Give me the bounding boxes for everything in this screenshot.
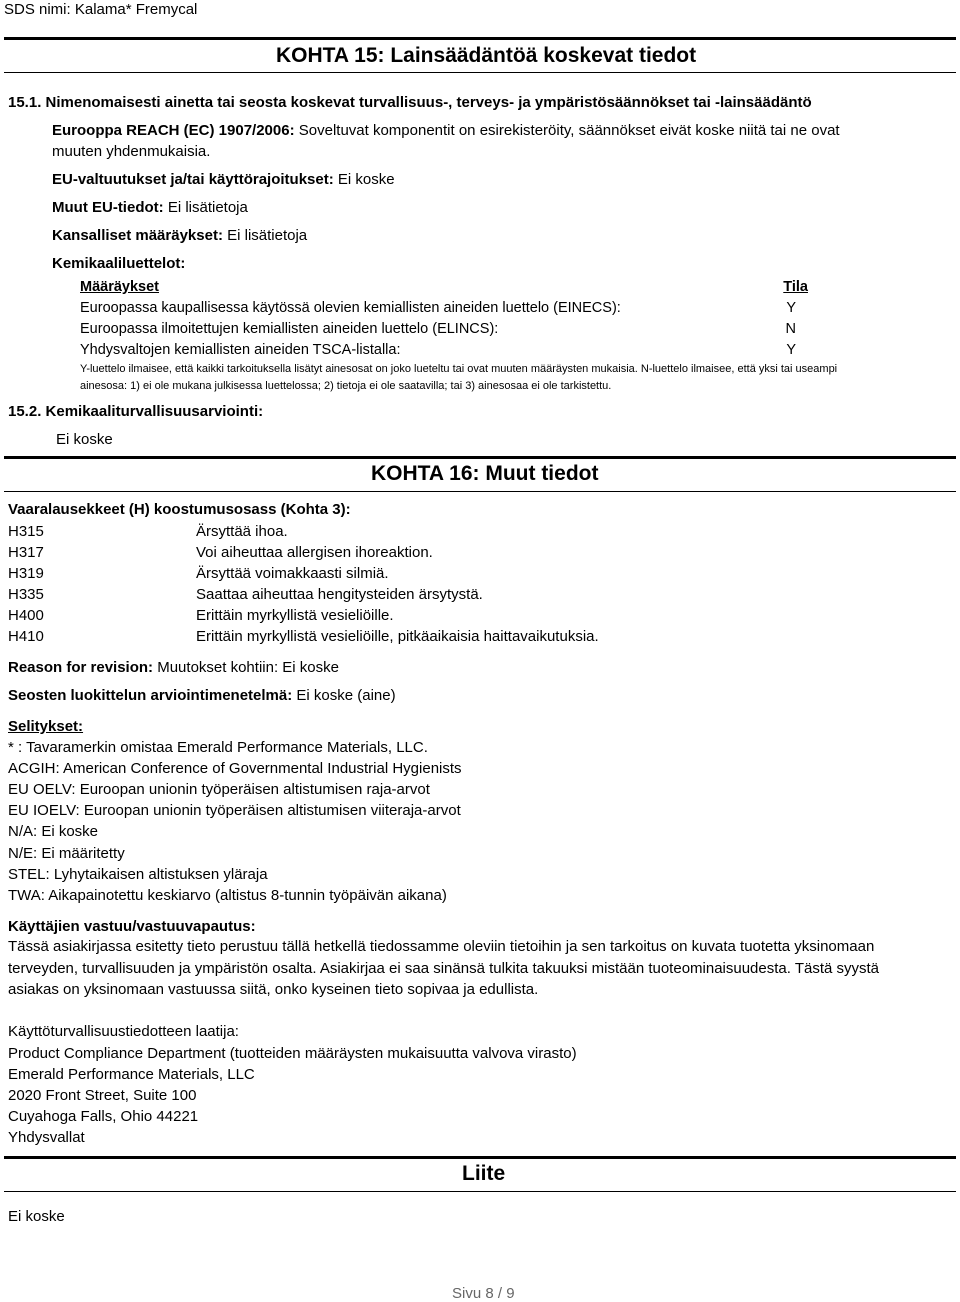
national-regulations-label: Kansalliset määräykset:	[52, 227, 223, 244]
h-text: Voi aiheuttaa allergisen ihoreaktion.	[196, 544, 433, 561]
disclaimer-line: Tässä asiakirjassa esitetty tieto perustuu tällä hetkellä tiedossamme oleviin tietoihin ja sen tarkoitus on kuvata tuotetta yksinomaan	[8, 938, 875, 955]
regulation-status: Y	[786, 342, 796, 358]
regulation-name: Euroopassa ilmoitettujen kemiallisten aineiden luettelo (ELINCS):	[80, 321, 499, 337]
table-row	[80, 319, 810, 340]
other-eu-line	[52, 197, 248, 218]
h-text: Ärsyttää ihoa.	[196, 523, 288, 540]
revision-label: Reason for revision:	[8, 659, 154, 676]
h-code: H400	[8, 607, 44, 624]
disclaimer-line: terveyden, turvallisuuden ja ympäristön osalta. Asiakirjaa ei saa sinänsä tulkita takuuksi mistään tuoteominaisuudesta. Tästä syystä	[8, 960, 880, 977]
legend-item: STEL: Lyhytaikaisen altistuksen yläraja	[8, 866, 268, 883]
section-15-title: KOHTA 15: Lainsäädäntöä koskevat tiedot	[276, 44, 697, 67]
classification-method-value: Ei koske (aine)	[296, 687, 396, 704]
national-regulations-line	[52, 225, 307, 246]
chemical-inventories-label: Kemikaaliluettelot:	[52, 255, 186, 272]
h-statements-heading: Vaaralausekkeet (H) koostumusosass (Kohta 3):	[8, 501, 351, 518]
regulation-status: N	[785, 321, 796, 337]
revision-line	[8, 657, 339, 678]
preparer-line: Emerald Performance Materials, LLC	[8, 1066, 255, 1083]
h-code: H410	[8, 628, 44, 645]
disclaimer-heading: Käyttäjien vastuu/vastuuvapautus:	[8, 918, 256, 935]
revision-value: Muutokset kohtiin: Ei koske	[157, 659, 339, 676]
inventory-table-header	[80, 277, 810, 298]
eu-authorisations-line	[52, 169, 395, 190]
h-text: Erittäin myrkyllistä vesieliöille, pitkäaikaisia haittavaikutuksia.	[196, 628, 599, 645]
eu-authorisations-value: Ei koske	[337, 171, 395, 188]
classification-method-label: Seosten luokittelun arviointimenetelmä:	[8, 687, 293, 704]
chemical-safety-assessment-value: Ei koske	[56, 431, 113, 448]
h-text: Erittäin myrkyllistä vesieliöille.	[196, 607, 394, 624]
sds-name: SDS nimi: Kalama* Fremycal	[4, 1, 198, 18]
preparer-line: Yhdysvallat	[8, 1129, 85, 1146]
legend-item: TWA: Aikapainotettu keskiarvo (altistus 8-tunnin työpäivän aikana)	[8, 887, 447, 904]
national-regulations-value: Ei lisätietoja	[227, 227, 308, 244]
regulation-status: Y	[786, 300, 796, 316]
preparer-line: Product Compliance Department (tuotteiden määräysten mukaisuutta valvova virasto)	[8, 1045, 577, 1062]
table-row	[80, 298, 810, 319]
reach-value: Soveltuvat komponentit on esirekisteröity, säännökset eivät koske niitä tai ne ovat	[298, 122, 840, 139]
other-eu-label: Muut EU-tiedot:	[52, 199, 164, 216]
legend-item: N/A: Ei koske	[8, 823, 99, 840]
preparer-line: 2020 Front Street, Suite 100	[8, 1087, 197, 1104]
inventory-footnote-line-2: ainesosa: 1) ei ole mukana julkisessa luettelossa; 2) tietoja ei ole saatavilla; tai 3) ainesosaa ei ole tarkistettu.	[80, 380, 612, 392]
reach-value-continued: muuten yhdenmukaisia.	[52, 143, 211, 160]
legend-item: ACGIH: American Conference of Governmental Industrial Hygienists	[8, 760, 462, 777]
appendix-title: Liite	[462, 1162, 506, 1185]
appendix-value: Ei koske	[8, 1208, 65, 1225]
h-code: H317	[8, 544, 44, 561]
legend-item: N/E: Ei määritetty	[8, 845, 125, 862]
preparer-heading: Käyttöturvallisuustiedotteen laatija:	[8, 1023, 239, 1040]
preparer-line: Cuyahoga Falls, Ohio 44221	[8, 1108, 199, 1125]
eu-authorisations-label: EU-valtuutukset ja/tai käyttörajoitukset:	[52, 171, 334, 188]
classification-method-line	[8, 685, 396, 706]
h-text: Saattaa aiheuttaa hengitysteiden ärsytystä.	[196, 586, 483, 603]
legend-item: * : Tavaramerkin omistaa Emerald Performance Materials, LLC.	[8, 739, 428, 756]
h-code: H319	[8, 565, 44, 582]
legend-item: EU OELV: Euroopan unionin työperäisen altistumisen raja-arvot	[8, 781, 430, 798]
subsection-15-1-heading: 15.1. Nimenomaisesti ainetta tai seosta koskevat turvallisuus-, terveys- ja ympäristösäännökset tai -lainsäädäntö	[8, 94, 812, 111]
page-number: Sivu 8 / 9	[452, 1285, 515, 1302]
column-header-regulations: Määräykset	[80, 279, 159, 295]
table-row	[80, 340, 810, 361]
regulation-name: Euroopassa kaupallisessa käytössä olevien kemiallisten aineiden luettelo (EINECS):	[80, 300, 621, 316]
disclaimer-line: asiakas on yksinomaan vastuussa siitä, onko kyseinen tieto sopivaa ja edullista.	[8, 981, 539, 998]
section-16-title: KOHTA 16: Muut tiedot	[371, 462, 599, 485]
other-eu-value: Ei lisätietoja	[167, 199, 248, 216]
subsection-15-2-heading: 15.2. Kemikaaliturvallisuusarviointi:	[8, 403, 264, 420]
reach-label: Eurooppa REACH (EC) 1907/2006:	[52, 122, 295, 139]
legend-heading: Selitykset:	[8, 718, 84, 735]
column-header-status: Tila	[783, 279, 808, 295]
h-text: Ärsyttää voimakkaasti silmiä.	[196, 565, 389, 582]
inventory-footnote-line-1: Y-luettelo ilmaisee, että kaikki tarkoituksella lisätyt ainesosat on joko lueteltu tai ovat muuten määräysten mukaisia. N-luettelo ilmaisee, että yksi tai useampi	[80, 363, 838, 375]
h-code: H315	[8, 523, 44, 540]
reach-line	[52, 120, 840, 141]
legend-item: EU IOELV: Euroopan unionin työperäisen altistumisen viiteraja-arvot	[8, 802, 461, 819]
h-code: H335	[8, 586, 44, 603]
regulation-name: Yhdysvaltojen kemiallisten aineiden TSCA-listalla:	[80, 342, 401, 358]
